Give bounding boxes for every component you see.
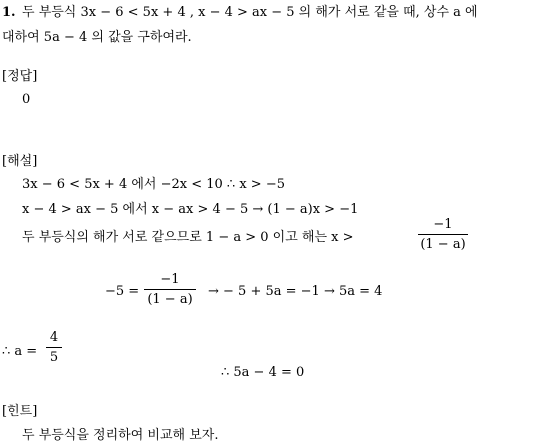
fraction-denominator: (1 − a) [147,292,193,307]
problem-number: 1. [2,5,16,20]
fraction-numerator: 4 [49,330,59,345]
solution-line-1: 3x − 6 < 5x + 4 에서 −2x < 10 ∴ x > −5 [22,177,285,192]
therefore-a-lhs: ∴ a = [2,344,38,359]
answer-value: 0 [22,92,31,107]
equation-lhs: −5 = [105,284,140,299]
equation-fraction [144,273,196,306]
hint-text: 두 부등식을 정리하여 비교해 보자. [22,428,219,443]
answer-heading: [정답] [2,69,38,84]
fraction-denominator: (1 − a) [420,237,466,252]
final-result: ∴ 5a − 4 = 0 [221,365,305,380]
fraction-numerator: −1 [433,217,453,232]
solution-heading: [해설] [2,154,38,169]
equation-rhs: → − 5 + 5a = −1 → 5a = 4 [208,284,383,299]
problem-line-1: 두 부등식 3x − 6 < 5x + 4 , x − 4 > ax − 5 의 해가 서로 같을 때, 상수 a 에 [22,5,478,20]
solution-line-2: x − 4 > ax − 5 에서 x − ax > 4 − 5 → (1 − a)x > −1 [22,202,359,217]
solution-line-3: 두 부등식의 해가 서로 같으므로 1 − a > 0 이고 해는 x > [22,230,354,245]
fraction-numerator: −1 [160,272,180,287]
fraction-denominator: 5 [49,350,59,365]
problem-line-2: 대하여 5a − 4 의 값을 구하여라. [2,30,192,45]
hint-heading: [힌트] [2,404,38,419]
solution-line-3-fraction [418,218,468,251]
therefore-a-fraction [46,331,62,364]
